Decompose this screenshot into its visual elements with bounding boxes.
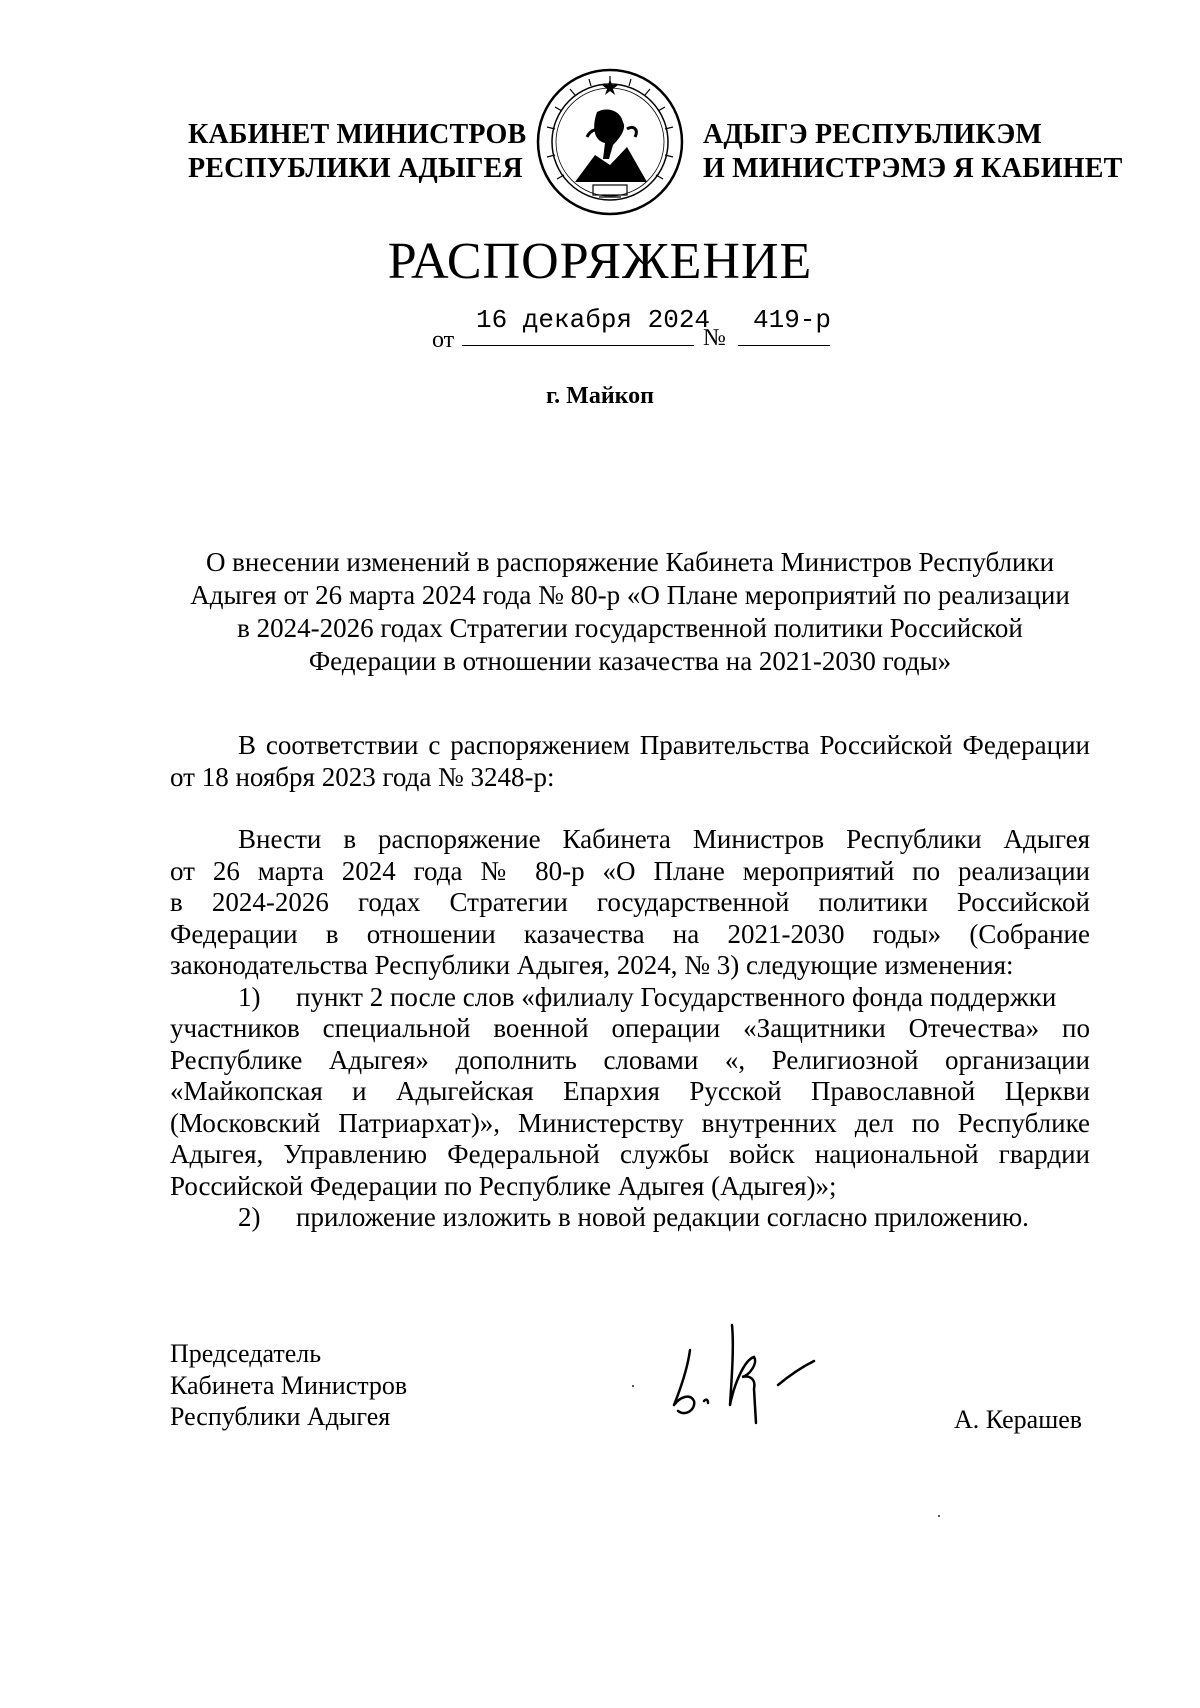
- item-1-line: Российской Федерации по Республике Адыгея (Адыгея)»;: [170, 1170, 837, 1201]
- item-1: [170, 982, 1090, 1014]
- date-value: 16 декабря 2024: [476, 305, 711, 335]
- date-underline: [462, 345, 694, 346]
- item-1-line: «Майкопская и Адыгейская Епархия Русской Православной Церкви: [170, 1076, 1090, 1106]
- date-label: от: [432, 327, 455, 353]
- signatory-name: А. Керашев: [954, 1405, 1083, 1434]
- document-title: РАСПОРЯЖЕНИЕ: [387, 233, 813, 290]
- date-number-line: [0, 305, 1200, 365]
- main-line: законодательства Республики Адыгея, 2024, № 3) следующие изменения:: [170, 950, 1014, 980]
- main-line: Федерации в отношении казачества на 2021-2030 годы» (Собрание: [170, 918, 1090, 949]
- subject-line: Федерации в отношении казачества на 2021-2030 годы»: [308, 646, 952, 676]
- subject-line: Адыгея от 26 марта 2024 года № 80-р «О Плане мероприятий по реализации: [190, 580, 1070, 610]
- issuer-adyghe-line2: И МИНИСТРЭМЭ Я КАБИНЕТ: [703, 153, 1123, 184]
- item-1-line: (Московский Патриархат)», Министерству внутренних дел по Республике: [170, 1107, 1090, 1138]
- coat-of-arms-emblem: [535, 67, 685, 217]
- signatory-position-line2: Кабинета Министров: [170, 1370, 408, 1400]
- item-2-text: приложение изложить в новой редакции согласно приложению.: [296, 1202, 1029, 1232]
- item-1-line: участников специальной военной операции «Защитники Отечества» по: [170, 1013, 1090, 1043]
- scan-speck: [632, 1385, 634, 1387]
- signatory-position-line3: Республики Адыгея: [170, 1402, 391, 1431]
- number-underline: [738, 345, 830, 346]
- signatory-position: [170, 1338, 407, 1433]
- main-paragraph: [170, 824, 1090, 1234]
- item-1-number: 1): [238, 981, 261, 1012]
- city: г. Майкоп: [545, 383, 654, 409]
- item-2-number: 2): [238, 1202, 261, 1232]
- subject-line: О внесении изменений в распоряжение Кабинета Министров Республики: [205, 547, 1055, 577]
- item-1-line: Республике Адыгея» дополнить словами «, Религиозной организации: [170, 1044, 1090, 1075]
- issuer-adyghe-line1: АДЫГЭ РЕСПУБЛИКЭМ: [703, 119, 1043, 150]
- issuer-russian-line1: КАБИНЕТ МИНИСТРОВ: [188, 119, 527, 150]
- issuer-adyghe: [703, 118, 1123, 186]
- number-label: №: [703, 325, 726, 351]
- document-subject: [170, 546, 1090, 678]
- scan-speck: [938, 1515, 940, 1517]
- main-line: от 26 марта 2024 года № 80-р «О Плане мероприятий по реализации: [170, 855, 1090, 886]
- item-1-line: Адыгея, Управлению Федеральной службы войск национальной гвардии: [170, 1139, 1090, 1169]
- issuer-russian: [188, 118, 526, 186]
- number-value: 419-р: [753, 305, 832, 335]
- preamble-line: от 18 ноября 2023 года № 3248-р:: [170, 761, 555, 792]
- item-2: [170, 1202, 1090, 1234]
- subject-line: в 2024-2026 годах Стратегии государственной политики Российской: [237, 613, 1023, 643]
- preamble-paragraph: [170, 730, 1090, 793]
- issuer-russian-line2: РЕСПУБЛИКИ АДЫГЕЯ: [188, 153, 523, 184]
- signatory-position-line1: Председатель: [170, 1339, 322, 1368]
- main-line: Внести в распоряжение Кабинета Министров Республики Адыгея: [238, 824, 1090, 854]
- preamble-line: В соответствии с распоряжением Правительства Российской Федерации: [238, 730, 1090, 760]
- item-1-first-line: пункт 2 после слов «филиалу Государственного фонда поддержки: [296, 981, 1057, 1012]
- main-line: в 2024-2026 годах Стратегии государственной политики Российской: [170, 887, 1090, 917]
- handwritten-signature: [660, 1305, 830, 1435]
